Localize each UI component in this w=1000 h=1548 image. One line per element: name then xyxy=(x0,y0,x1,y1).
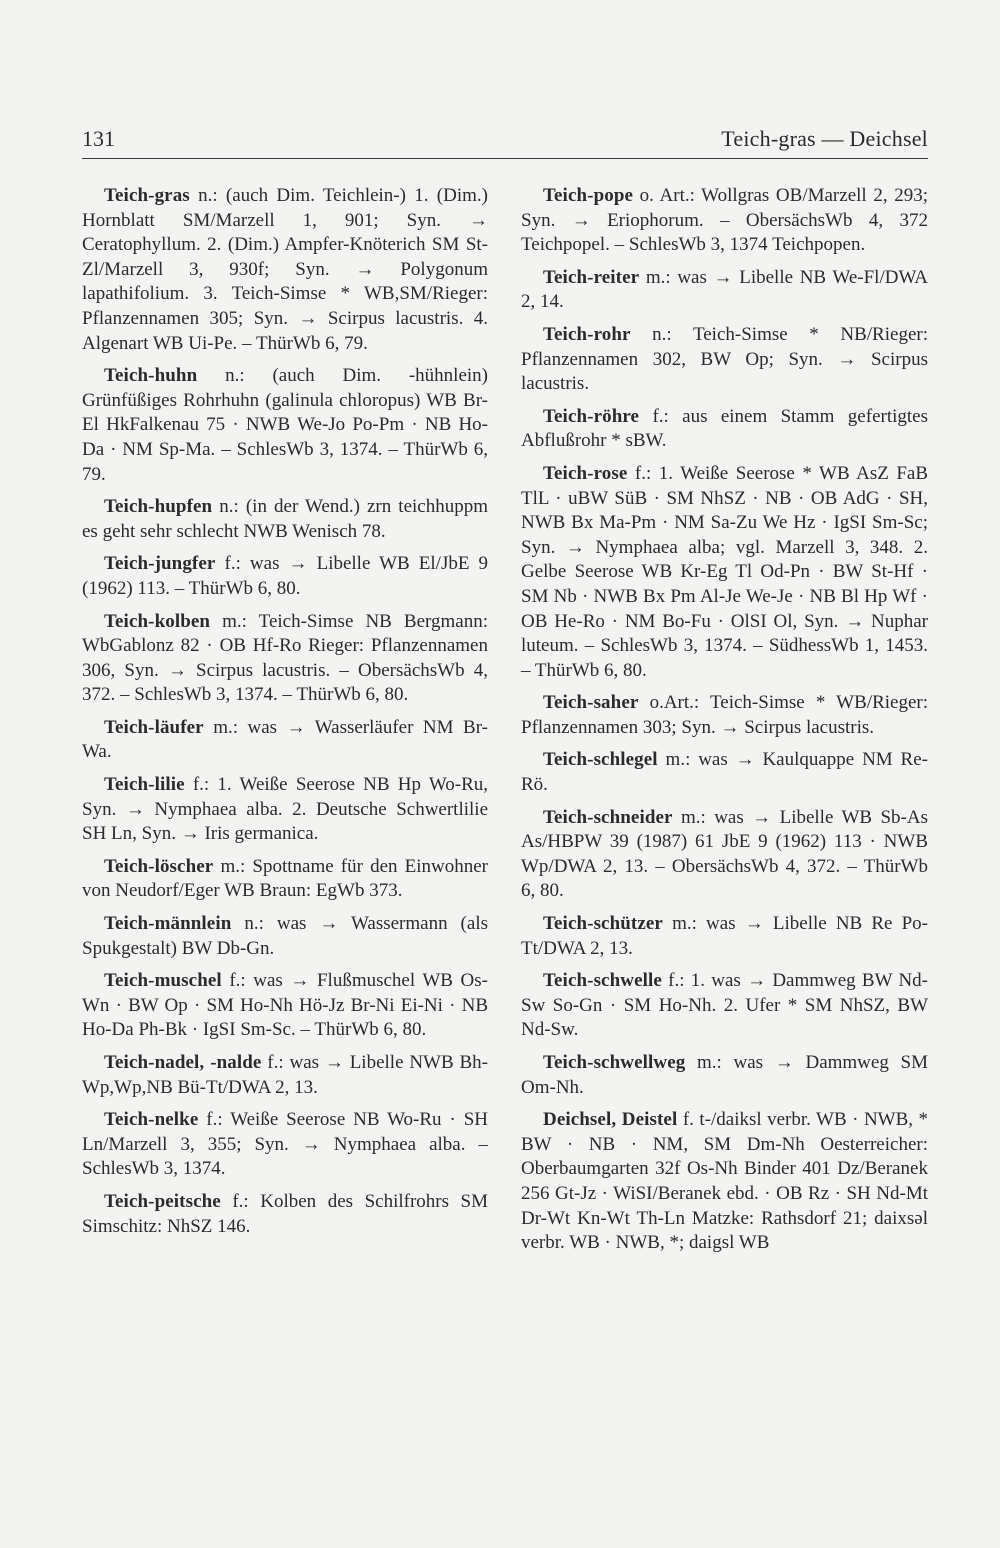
entry-definition: m.: was → Dammweg SM Om-Nh. xyxy=(521,1052,928,1098)
entry-lemma: Teich-reiter xyxy=(543,266,640,288)
entry-lemma: Teich-nadel, -nalde xyxy=(104,1052,262,1073)
dictionary-entry xyxy=(82,495,488,544)
dictionary-entry xyxy=(521,1108,928,1256)
entry-definition: o.Art.: Teich-Simse * WB/Rieger: Pflanzennamen 303; Syn. → Scirpus lacustris. xyxy=(521,692,928,738)
entry-definition: f.: Kolben des Schilfrohrs SM Simschitz: NhSZ 146. xyxy=(82,1190,488,1237)
entry-lemma: Teich-schwellweg xyxy=(543,1052,686,1073)
entry-lemma: Teich-jungfer xyxy=(104,553,216,575)
right-column xyxy=(521,184,928,1264)
entry-definition: m.: was → Libelle WB Sb-As As/HBPW 39 (1987) 61 JbE 9 (1962) 113 · NWB Wp/DWA 2, 13. – ObersächsWb 4, 372. – ThürWb 6, 80. xyxy=(521,806,928,902)
entry-lemma: Teich-muschel xyxy=(104,970,222,992)
dictionary-entry xyxy=(82,716,488,765)
running-title: Teich-gras — Deichsel xyxy=(721,126,928,151)
entry-definition: f. t-/daiksl verbr. WB · NWB, * BW · NB · NM, SM Dm-Nh Oesterreicher: Oberbaumgarten 32f Os-Nh Binder 401 Dz/Beranek 256 Gt-Jz · WiSI/Beranek ebd. · OB Rz · SH Nd-Mt Dr-Wt Kn-Wt Th-Ln Matzke: Rathsdorf 21; daixsəl verbr. WB · NWB, *; daigsl WB xyxy=(521,1109,928,1254)
dictionary-entry xyxy=(521,184,928,258)
dictionary-entry xyxy=(82,1190,488,1239)
dictionary-entry xyxy=(82,912,488,961)
entry-definition: m.: was → Libelle NB Re Po-Tt/DWA 2, 13. xyxy=(521,913,928,959)
entry-lemma: Teich-schneider xyxy=(543,806,673,828)
dictionary-entry xyxy=(521,748,928,797)
entry-lemma: Teich-rose xyxy=(543,462,628,484)
entry-definition: n.: Teich-Simse * NB/Rieger: Pflanzennamen 302, BW Op; Syn. → Scirpus lacustris. xyxy=(521,323,928,395)
entry-definition: o. Art.: Wollgras OB/Marzell 2, 293; Syn. → Eriophorum. – ObersächsWb 4, 372 Teichpopel. – SchlesWb 3, 1374 Teichpopen. xyxy=(521,185,928,256)
entry-lemma: Teich-lilie xyxy=(104,774,185,796)
entry-definition: n.: was → Wassermann (als Spukgestalt) BW Db-Gn. xyxy=(82,913,488,959)
entry-lemma: Teich-kolben xyxy=(104,610,211,632)
entry-definition: n.: (auch Dim. -hühnlein) Grünfüßiges Rohrhuhn (galinula chloropus) WB Br-El HkFalkenau 75 · NWB We-Jo Po-Pm · NB Ho-Da · NM Sp-Ma. – SchlesWb 3, 1374. – ThürWb 6, 79. xyxy=(82,365,488,485)
dictionary-entry xyxy=(521,1051,928,1100)
entry-lemma: Teich-schwelle xyxy=(543,970,662,992)
entry-definition: f.: 1. was → Dammweg BW Nd-Sw So-Gn · SM Ho-Nh. 2. Ufer * SM NhSZ, BW Nd-Sw. xyxy=(521,970,928,1041)
dictionary-entry xyxy=(521,806,928,904)
entry-lemma: Teich-hupfen xyxy=(104,496,213,518)
entry-lemma: Teich-peitsche xyxy=(104,1190,221,1212)
dictionary-entry xyxy=(521,691,928,740)
entry-definition: m.: Spottname für den Einwohner von Neudorf/Eger WB Braun: EgWb 373. xyxy=(82,855,488,902)
dictionary-entry xyxy=(82,855,488,904)
dictionary-entry xyxy=(521,969,928,1043)
entry-lemma: Teich-röhre xyxy=(543,405,640,427)
page-number: 131 xyxy=(82,126,115,151)
entry-lemma: Teich-männlein xyxy=(104,913,232,935)
dictionary-entry xyxy=(82,184,488,356)
entry-definition: n.: (auch Dim. Teichlein-) 1. (Dim.) Hornblatt SM/Marzell 1, 901; Syn. → Ceratophyllum. 2. (Dim.) Ampfer-Knöterich SM St-Zl/Marzell 3, 930f; Syn. → Polygonum lapathifolium. 3. Teich-Simse * WB,SM/Rieger: Pflanzennamen 305; Syn. → Scirpus lacustris. 4. Algenart WB Ui-Pe. – ThürWb 6, 79. xyxy=(82,185,488,354)
entry-lemma: Teich-gras xyxy=(104,185,190,206)
dictionary-entry xyxy=(521,405,928,454)
dictionary-entry xyxy=(82,552,488,601)
entry-lemma: Teich-schützer xyxy=(543,913,663,935)
entry-lemma: Teich-pope xyxy=(543,185,634,206)
dictionary-entry xyxy=(82,364,488,487)
entry-definition: f.: 1. Weiße Seerose * WB AsZ FaB TlL · uBW SüB · SM NhSZ · NB · OB AdG · SH, NWB Bx Ma-Pm · NM Sa-Zu We Hz · IgSI Sm-Sc; Syn. → Nymphaea alba; vgl. Marzell 3, 348. 2. Gelbe Seerose WB Kr-Eg Tl Od-Pn · BW St-Hf · SM Nb · NWB Bx Pm Al-Je We-Je · NB Bl Hp Wf · OB He-Ro · NM Bo-Fu · OlSI Ol, Syn. → Nuphar luteum. – SchlesWb 3, 1374. – SüdhessWb 1, 1453. – ThürWb 6, 80. xyxy=(521,462,928,681)
entry-definition: f.: 1. Weiße Seerose NB Hp Wo-Ru, Syn. → Nymphaea alba. 2. Deutsche Schwertlilie SH Ln, Syn. → Iris germanica. xyxy=(82,774,488,845)
dictionary-entry xyxy=(521,323,928,397)
dictionary-entry xyxy=(521,266,928,315)
entry-lemma: Teich-huhn xyxy=(104,365,198,387)
dictionary-entry xyxy=(82,969,488,1043)
left-column xyxy=(82,184,488,1247)
dictionary-entry xyxy=(82,1108,488,1182)
entry-definition: n.: (in der Wend.) zrn teichhuppm es geht sehr schlecht NWB Wenisch 78. xyxy=(82,496,488,542)
dictionary-entry xyxy=(521,912,928,961)
dictionary-entry xyxy=(82,1051,488,1100)
entry-definition: m.: was → Kaulquappe NM Re-Rö. xyxy=(521,749,928,796)
entry-lemma: Teich-saher xyxy=(543,692,639,714)
page-header xyxy=(82,122,928,159)
dictionary-entry xyxy=(521,462,928,683)
entry-lemma: Teich-läufer xyxy=(104,716,204,738)
entry-lemma: Teich-rohr xyxy=(543,323,631,345)
dictionary-entry xyxy=(82,773,488,847)
entry-lemma: Teich-schlegel xyxy=(543,749,658,771)
entry-lemma: Teich-nelke xyxy=(104,1109,199,1131)
entry-definition: f.: was → Flußmuschel WB Os-Wn · BW Op · SM Ho-Nh Hö-Jz Br-Ni Ei-Ni · NB Ho-Da Ph-Bk · IgSI Sm-Sc. – ThürWb 6, 80. xyxy=(82,970,488,1041)
entry-lemma: Deichsel, Deistel xyxy=(543,1109,678,1131)
entry-definition: f.: Weiße Seerose NB Wo-Ru · SH Ln/Marzell 3, 355; Syn. → Nymphaea alba. – SchlesWb 3, 1374. xyxy=(82,1109,488,1180)
entry-lemma: Teich-löscher xyxy=(104,855,214,877)
entry-definition: f.: was → Libelle NWB Bh-Wp,Wp,NB Bü-Tt/DWA 2, 13. xyxy=(82,1052,488,1098)
entry-definition: f.: was → Libelle WB El/JbE 9 (1962) 113. – ThürWb 6, 80. xyxy=(82,553,488,599)
entry-definition: m.: was → Wasserläufer NM Br-Wa. xyxy=(82,716,488,763)
entry-definition: m.: Teich-Simse NB Bergmann: WbGablonz 82 · OB Hf-Ro Rieger: Pflanzennamen 306, Syn. → Scirpus lacustris. – ObersächsWb 4, 372. – SchlesWb 3, 1374. – ThürWb 6, 80. xyxy=(82,610,488,706)
entry-definition: m.: was → Libelle NB We-Fl/DWA 2, 14. xyxy=(521,266,928,313)
dictionary-entry xyxy=(82,610,488,708)
entry-definition: f.: aus einem Stamm gefertigtes Abflußrohr * sBW. xyxy=(521,405,928,452)
